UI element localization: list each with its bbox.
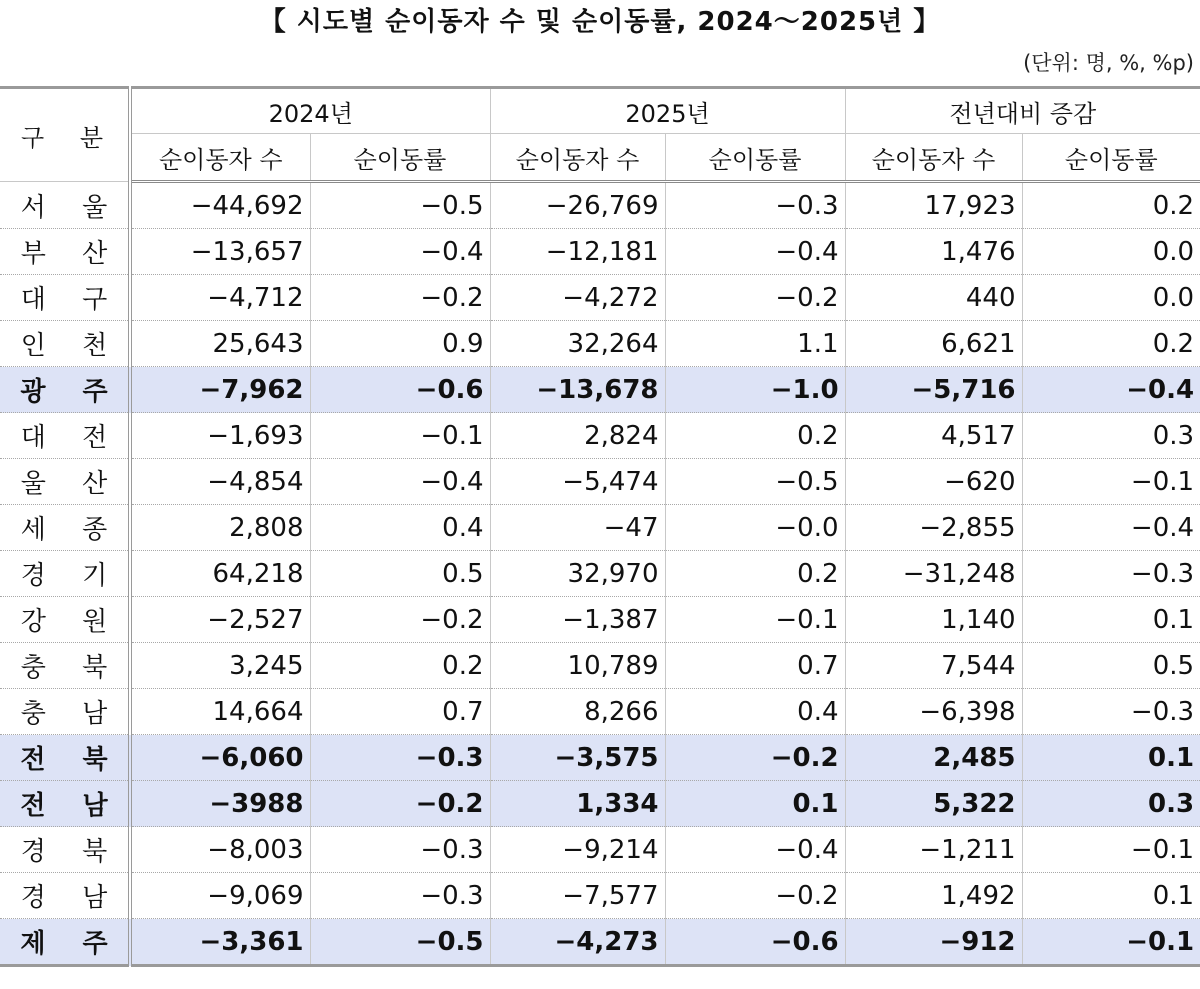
table-row [0, 229, 1200, 275]
table-cell: 0.3 [1022, 413, 1200, 459]
table-cell: 6,621 [845, 321, 1022, 367]
table-cell: 0.1 [1022, 735, 1200, 781]
table-cell: 0.1 [665, 781, 845, 827]
migration-table [0, 86, 1200, 967]
table-cell: −31,248 [845, 551, 1022, 597]
table-cell: −9,069 [130, 873, 310, 919]
table-cell: −6,398 [845, 689, 1022, 735]
table-cell: −0.2 [310, 781, 490, 827]
table-row [0, 413, 1200, 459]
table-cell: 0.4 [310, 505, 490, 551]
table-cell: 17,923 [845, 182, 1022, 229]
region-label: 세 종 [0, 505, 130, 551]
table-cell: −620 [845, 459, 1022, 505]
region-label: 울 산 [0, 459, 130, 505]
table-cell: −912 [845, 919, 1022, 966]
table-cell: −0.1 [310, 413, 490, 459]
table-row [0, 827, 1200, 873]
table-cell: 64,218 [130, 551, 310, 597]
table-cell: 0.7 [665, 643, 845, 689]
table-row [0, 321, 1200, 367]
table-cell: 2,824 [490, 413, 665, 459]
table-cell: −0.4 [310, 459, 490, 505]
table-title: 【 시도별 순이동자 수 및 순이동률, 2024～2025년 】 [259, 7, 941, 37]
table-cell: −0.2 [665, 275, 845, 321]
table-cell: −0.5 [310, 919, 490, 966]
table-cell: 1.1 [665, 321, 845, 367]
table-cell: −0.4 [1022, 505, 1200, 551]
table-cell: −2,855 [845, 505, 1022, 551]
table-row [0, 182, 1200, 229]
table-row [0, 735, 1200, 781]
table-cell: −7,577 [490, 873, 665, 919]
region-label: 부 산 [0, 229, 130, 275]
table-cell: −0.6 [665, 919, 845, 966]
table-cell: 0.9 [310, 321, 490, 367]
table-body [0, 182, 1200, 966]
table-row [0, 551, 1200, 597]
sub-header-change-rate: 순이동률 [1022, 134, 1200, 182]
table-cell: 32,264 [490, 321, 665, 367]
table-cell: 0.7 [310, 689, 490, 735]
region-label: 충 북 [0, 643, 130, 689]
region-label: 대 전 [0, 413, 130, 459]
sub-header-2025-count: 순이동자 수 [490, 134, 665, 182]
table-cell: 10,789 [490, 643, 665, 689]
region-label: 전 북 [0, 735, 130, 781]
table-cell: −44,692 [130, 182, 310, 229]
table-cell: 1,140 [845, 597, 1022, 643]
table-cell: −3988 [130, 781, 310, 827]
group-header-2025: 2025년 [490, 88, 845, 134]
table-cell: −0.2 [310, 275, 490, 321]
table-cell: 2,808 [130, 505, 310, 551]
table-cell: −0.0 [665, 505, 845, 551]
table-cell: 0.1 [1022, 873, 1200, 919]
table-cell: −2,527 [130, 597, 310, 643]
table-cell: −1,693 [130, 413, 310, 459]
table-cell: 440 [845, 275, 1022, 321]
table-cell: −4,854 [130, 459, 310, 505]
table-cell: −0.3 [310, 873, 490, 919]
table-cell: 0.2 [1022, 321, 1200, 367]
table-cell: 25,643 [130, 321, 310, 367]
sub-header-2024-count: 순이동자 수 [130, 134, 310, 182]
table-cell: −3,361 [130, 919, 310, 966]
table-cell: −4,272 [490, 275, 665, 321]
table-cell: −0.3 [665, 182, 845, 229]
table-cell: −1.0 [665, 367, 845, 413]
table-cell: −0.1 [1022, 919, 1200, 966]
table-cell: 0.4 [665, 689, 845, 735]
region-label: 대 구 [0, 275, 130, 321]
table-cell: 5,322 [845, 781, 1022, 827]
region-label: 제 주 [0, 919, 130, 966]
table-row [0, 597, 1200, 643]
group-header-2024: 2024년 [130, 88, 490, 134]
table-cell: −0.3 [1022, 551, 1200, 597]
table-cell: 2,485 [845, 735, 1022, 781]
region-label: 광 주 [0, 367, 130, 413]
region-label: 인 천 [0, 321, 130, 367]
table-row [0, 781, 1200, 827]
table-cell: −0.4 [1022, 367, 1200, 413]
table-cell: −0.5 [310, 182, 490, 229]
table-cell: 14,664 [130, 689, 310, 735]
table-cell: 0.2 [310, 643, 490, 689]
region-label: 전 남 [0, 781, 130, 827]
table-cell: −3,575 [490, 735, 665, 781]
table-cell: 0.0 [1022, 229, 1200, 275]
table-cell: 1,476 [845, 229, 1022, 275]
table-cell: 0.1 [1022, 597, 1200, 643]
table-cell: −4,273 [490, 919, 665, 966]
table-cell: 0.0 [1022, 275, 1200, 321]
table-cell: 8,266 [490, 689, 665, 735]
row-header-label: 구 분 [0, 88, 130, 182]
table-cell: −13,678 [490, 367, 665, 413]
table-cell: −0.4 [665, 229, 845, 275]
sub-header-2025-rate: 순이동률 [665, 134, 845, 182]
table-cell: −12,181 [490, 229, 665, 275]
table-cell: −1,387 [490, 597, 665, 643]
table-cell: −0.4 [665, 827, 845, 873]
table-row [0, 873, 1200, 919]
table-cell: −0.2 [310, 597, 490, 643]
table-row [0, 919, 1200, 966]
region-label: 경 북 [0, 827, 130, 873]
region-label: 충 남 [0, 689, 130, 735]
table-cell: −0.1 [1022, 459, 1200, 505]
table-cell: −5,474 [490, 459, 665, 505]
table-cell: 0.2 [665, 413, 845, 459]
table-cell: −9,214 [490, 827, 665, 873]
region-label: 경 남 [0, 873, 130, 919]
table-cell: 1,492 [845, 873, 1022, 919]
region-label: 경 기 [0, 551, 130, 597]
table-cell: 32,970 [490, 551, 665, 597]
table-cell: −0.1 [1022, 827, 1200, 873]
table-cell: −8,003 [130, 827, 310, 873]
table-cell: −13,657 [130, 229, 310, 275]
table-cell: 7,544 [845, 643, 1022, 689]
table-cell: 1,334 [490, 781, 665, 827]
table-cell: −0.2 [665, 735, 845, 781]
region-label: 강 원 [0, 597, 130, 643]
table-cell: 0.3 [1022, 781, 1200, 827]
table-row [0, 459, 1200, 505]
table-cell: 3,245 [130, 643, 310, 689]
sub-header-2024-rate: 순이동률 [310, 134, 490, 182]
table-cell: 0.5 [310, 551, 490, 597]
table-cell: 0.2 [665, 551, 845, 597]
table-cell: 0.5 [1022, 643, 1200, 689]
table-cell: −1,211 [845, 827, 1022, 873]
table-cell: −0.3 [1022, 689, 1200, 735]
table-row [0, 367, 1200, 413]
table-cell: −26,769 [490, 182, 665, 229]
table-cell: 0.2 [1022, 182, 1200, 229]
unit-note: (단위: 명, %, %p) [1023, 51, 1194, 75]
table-cell: −0.5 [665, 459, 845, 505]
table-row [0, 689, 1200, 735]
sub-header-change-count: 순이동자 수 [845, 134, 1022, 182]
table-cell: 4,517 [845, 413, 1022, 459]
table-cell: −0.3 [310, 735, 490, 781]
region-label: 서 울 [0, 182, 130, 229]
table-row [0, 275, 1200, 321]
table-cell: −7,962 [130, 367, 310, 413]
table-cell: −0.1 [665, 597, 845, 643]
table-cell: −5,716 [845, 367, 1022, 413]
table-cell: −6,060 [130, 735, 310, 781]
table-cell: −4,712 [130, 275, 310, 321]
table-cell: −47 [490, 505, 665, 551]
table-cell: −0.2 [665, 873, 845, 919]
table-cell: −0.4 [310, 229, 490, 275]
table-cell: −0.6 [310, 367, 490, 413]
table-row [0, 643, 1200, 689]
group-header-change: 전년대비 증감 [845, 88, 1200, 134]
table-row [0, 505, 1200, 551]
table-cell: −0.3 [310, 827, 490, 873]
